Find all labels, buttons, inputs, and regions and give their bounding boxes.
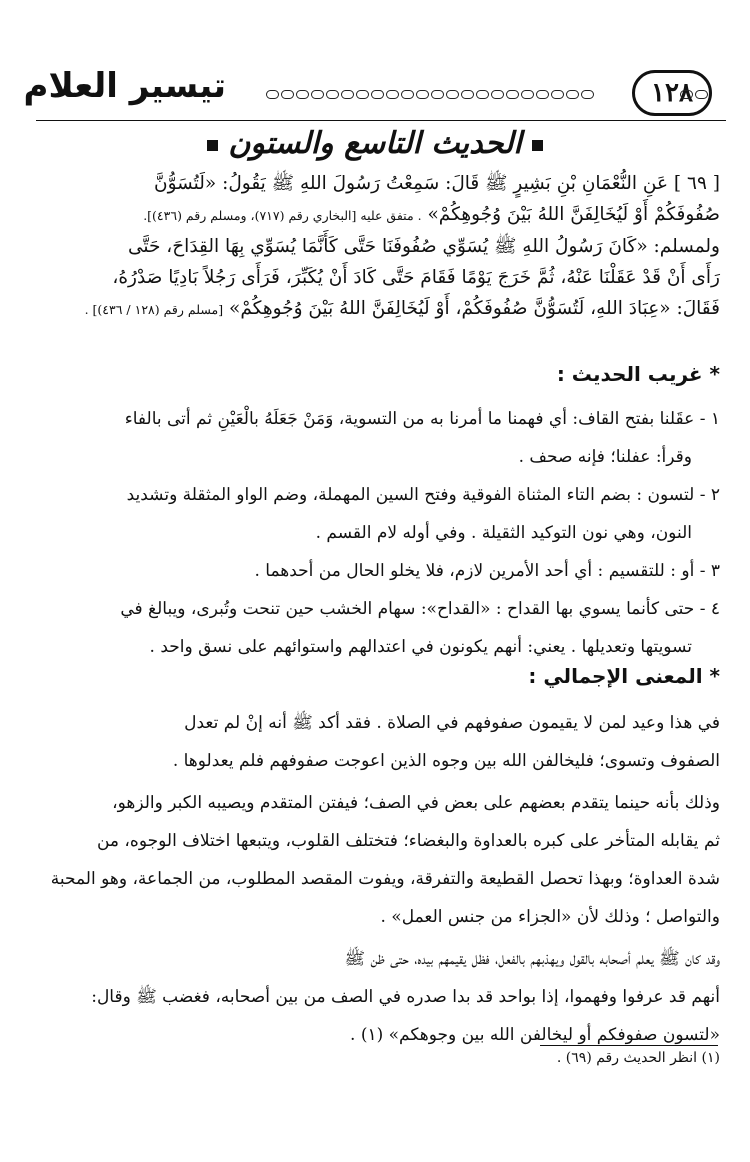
hadith-text (30, 168, 720, 325)
hadith-title (0, 126, 750, 161)
list-item: ٢ - لتسون : بضم التاء المثناة الفوقية وفتح السين المهملة، وضم الواو المثقلة وتشديد (126, 485, 720, 505)
ornament-small (680, 90, 708, 102)
paragraph: وذلك بأنه حينما يتقدم بعضهم على بعض في الصف؛ فيفتن المتقدم ويصيبه الكبر والزهو، ثم يقابله المتأخر على كبره بالعداوة والبغضاء؛ فتختلف القلوب، ويتبعها اختلاف الوجوه، من شدة العداوة؛ وبهذا تحصل القطيعة والتفرقة، ويفوت المقصد المطلوب، من الجماعة، وهو المحبة والتواصل ؛ وذلك لأن «الجزاء من جنس العمل» . (50, 793, 720, 927)
page-number: ١٢٨ (632, 70, 712, 116)
square-bullet-icon (532, 140, 543, 151)
hadith-title-text: الحديث التاسع والستون (228, 126, 522, 161)
square-bullet-icon (207, 140, 218, 151)
list-item-cont: النون، وهي نون التوكيد الثقيلة . وفي أوله لام القسم . (315, 523, 692, 543)
citation: [مسلم رقم (١٢٨ / ٤٣٦)] . (84, 302, 224, 317)
hadith-line: رَأَى أَنْ قَدْ عَقَلْنَا عَنْهُ، ثُمَّ خَرَجَ يَوْمًا فَقَامَ حَتَّى كَادَ أَنْ يُكَبِّرَ، فَرَأَى رَجُلاً بَادِيًا صَدْرُهُ، (112, 267, 720, 288)
book-title: تيسير العلام (23, 66, 226, 106)
footnote-rule (540, 1045, 718, 1046)
list-item-cont: تسويتها وتعديلها . يعني: أنهم يكونون في اعتدالهم واستوائهم على نسق واحد . (149, 637, 692, 657)
gharib-list (30, 400, 720, 666)
paragraph: في هذا وعيد لمن لا يقيمون صفوفهم في الصلاة . فقد أكد ﷺ أنه إنْ لم تعدل الصفوف وتسوى؛ فليخالفن الله بين وجوه الذين اعوجت صفوفهم فلم يعدلوها . (172, 713, 720, 771)
citation: . متفق عليه [البخاري رقم (٧١٧)، ومسلم رقم (٤٣٦)]. (143, 208, 422, 223)
paragraph: وقد كان ﷺ يعلم أصحابه بالقول ويهذبهم بالفعل، فظل يقيمهم بيده، حتى ظن ﷺ أنهم قد عرفوا وفهموا، إذا بواحد قد بدا صدره في الصف من بين أصحابه، فغضب ﷺ وقال: «لتسون صفوفكم أو ليخالفن الله بين وجوهكم» (١) . (91, 949, 720, 1045)
list-item: ٣ - أو : للتقسيم : أي أحد الأمرين لازم، فلا يخلو الحال من أحدهما . (254, 561, 720, 581)
running-header (23, 62, 726, 124)
gharib-heading: * غريب الحديث : (556, 362, 720, 386)
hadith-line: ولمسلم: «كَانَ رَسُولُ اللهِ ﷺ يُسَوِّي صُفُوفَنَا حَتَّى كَأَنَّمَا يُسَوِّي بِهَا القِدَاحَ، حَتَّى (127, 236, 720, 257)
list-item-cont: وقرأ: عفلنا؛ فإنه صحف . (518, 447, 692, 467)
ornament-border (266, 90, 614, 102)
header-rule (36, 120, 726, 121)
ijmali-text (30, 704, 720, 1054)
hadith-line: [ ٦٩ ] عَنِ النُّعْمَانِ بْنِ بَشِيرٍ ﷺ قَالَ: سَمِعْتُ رَسُولَ اللهِ ﷺ يَقُولُ: «لَتُسَوُّنَّ (154, 173, 720, 194)
hadith-line: فَقَالَ: «عِبَادَ اللهِ، لَتُسَوُّنَّ صُفُوفَكُمْ، أَوْ لَيُخَالِفَنَّ اللهُ بَيْنَ وُجُوهِكُمْ» [مسلم رقم (١٢٨ / ٤٣٦)] . (84, 298, 720, 319)
list-item: ٤ - حتى كأنما يسوي بها القداح : «القداح»: سهام الخشب حين تنحت وتُبرى، ويبالغ في (120, 599, 720, 619)
list-item: ١ - عقَلنا بفتح القاف: أي فهمنا ما أمرنا به من التسوية، وَمَنْ جَعَلَهُ بالْعَيْنِ ثم أتى بالفاء (124, 409, 720, 429)
footnote: (١) انظر الحديث رقم (٦٩) . (556, 1050, 720, 1066)
ijmali-heading: * المعنى الإجمالي : (528, 664, 720, 688)
hadith-line: صُفُوفَكُمْ أَوْ لَيُخَالِفَنَّ اللهُ بَيْنَ وُجُوهِكُمْ» . متفق عليه [البخاري رقم (٧١٧)، ومسلم رقم (٤٣٦)]. (143, 204, 720, 225)
